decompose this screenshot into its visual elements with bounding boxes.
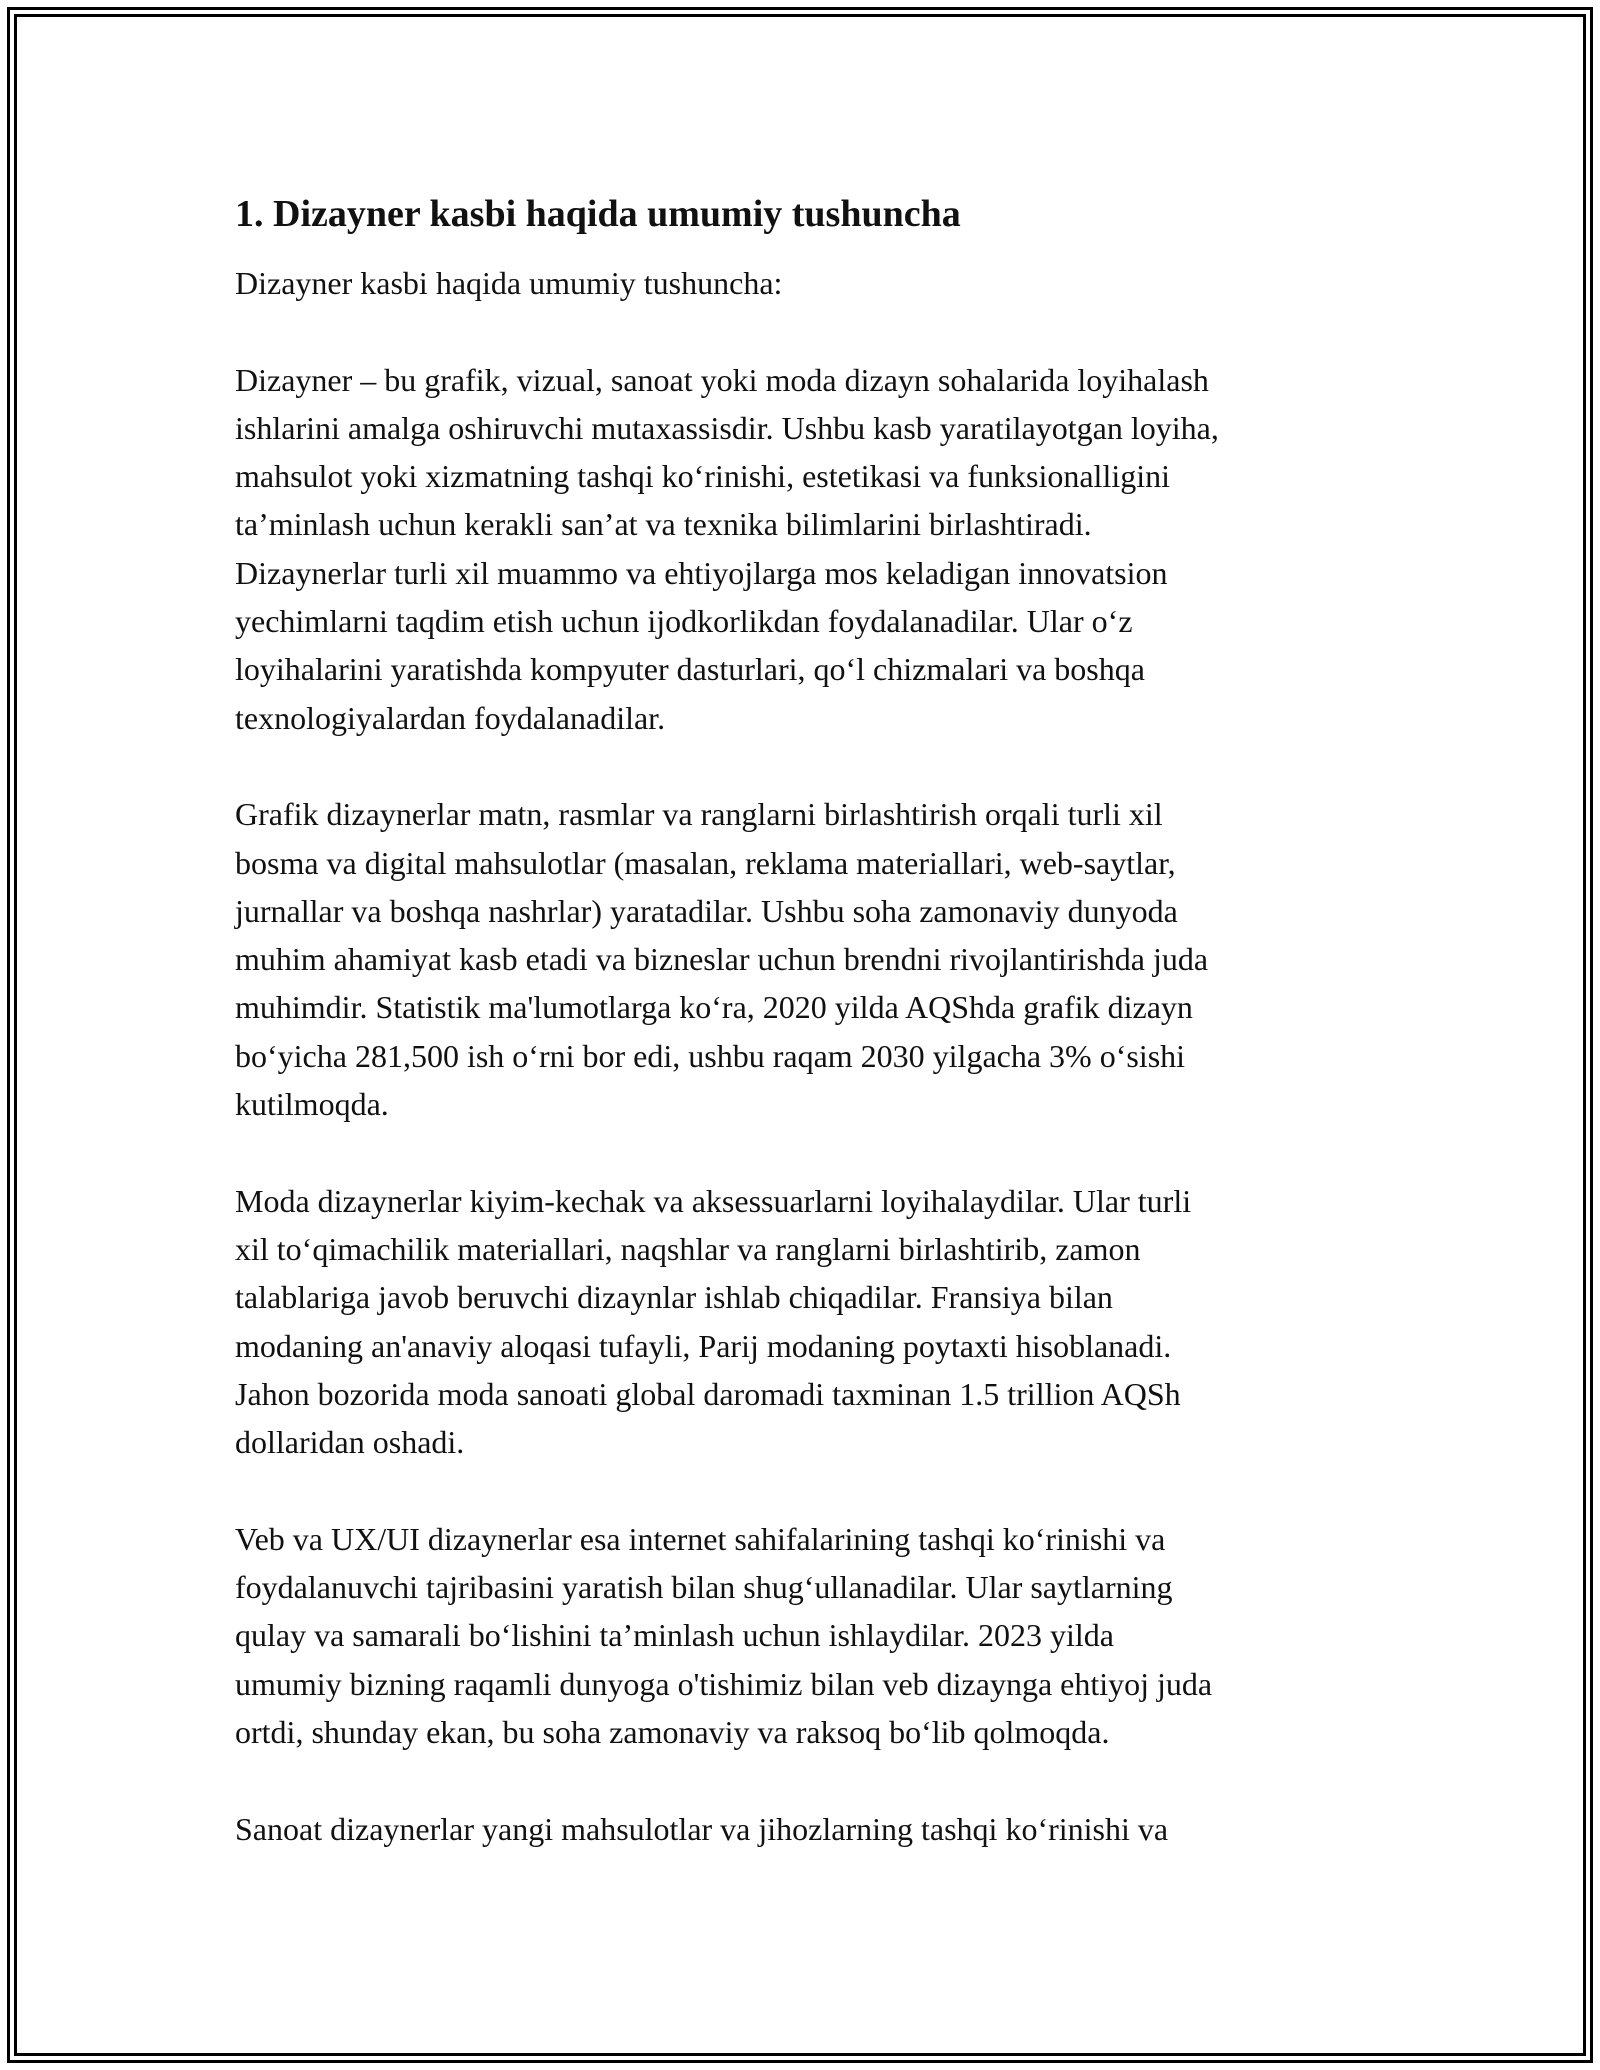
- text-line: qulay va samarali boʻlishini taʼminlash uchun ishlaydilar. 2023 yilda: [235, 1617, 1114, 1654]
- section-heading: 1. Dizayner kasbi haqida umumiy tushuncha: [235, 193, 961, 235]
- text-line: foydalanuvchi tajribasini yaratish bilan shugʻullanadilar. Ular saytlarning: [235, 1569, 1173, 1606]
- paragraph-web-ux-designers: [235, 1515, 1385, 1756]
- paragraph-graphic-designers: [235, 790, 1385, 1128]
- text-line: bosma va digital mahsulotlar (masalan, reklama materiallari, web-saytlar,: [235, 844, 1176, 881]
- text-line: Dizayner – bu grafik, vizual, sanoat yoki moda dizayn sohalarida loyihalash: [235, 361, 1209, 398]
- text-line: Veb va UX/UI dizaynerlar esa internet sahifalarining tashqi koʻrinishi va: [235, 1520, 1166, 1557]
- text-line: talablariga javob beruvchi dizaynlar ishlab chiqadilar. Fransiya bilan: [235, 1279, 1113, 1316]
- text-line: ortdi, shunday ekan, bu soha zamonaviy va raksoq boʻlib qolmoqda.: [235, 1713, 1110, 1750]
- paragraph-fashion-designers: [235, 1177, 1385, 1467]
- text-line: texnologiyalardan foydalanadilar.: [235, 699, 666, 736]
- text-line: yechimlarni taqdim etish uchun ijodkorlikdan foydalanadilar. Ular oʻz: [235, 603, 1133, 640]
- text-line: modaning an'anaviy aloqasi tufayli, Parij modaning poytaxti hisoblanadi.: [235, 1327, 1172, 1364]
- text-line: Dizayner kasbi haqida umumiy tushuncha:: [235, 265, 783, 301]
- text-line: xil toʻqimachilik materiallari, naqshlar va ranglarni birlashtirib, zamon: [235, 1230, 1141, 1267]
- text-line: Jahon bozorida moda sanoati global daromadi taxminan 1.5 trillion AQSh: [235, 1375, 1181, 1412]
- text-line: mahsulot yoki xizmatning tashqi koʻrinishi, estetikasi va funksionalligini: [235, 458, 1170, 495]
- text-line: taʼminlash uchun kerakli sanʼat va texnika bilimlarini birlashtiradi.: [235, 506, 1092, 543]
- text-line: ishlarini amalga oshiruvchi mutaxassisdir. Ushbu kasb yaratilayotgan loyiha,: [235, 409, 1219, 446]
- text-line: umumiy bizning raqamli dunyoga o'tishimiz bilan veb dizaynga ehtiyoj juda: [235, 1665, 1213, 1702]
- text-line: Moda dizaynerlar kiyim-kechak va aksessuarlarni loyihalaydilar. Ular turli: [235, 1182, 1192, 1219]
- text-line: muhim ahamiyat kasb etadi va bizneslar uchun brendni rivojlantirishda juda: [235, 941, 1209, 978]
- paragraph-intro: [235, 259, 1385, 307]
- text-line: boʻyicha 281,500 ish oʻrni bor edi, ushbu raqam 2030 yilgacha 3% oʻsishi: [235, 1037, 1186, 1074]
- paragraph-industrial-designers: [235, 1805, 1385, 1853]
- text-line: Sanoat dizaynerlar yangi mahsulotlar va jihozlarning tashqi koʻrinishi va: [235, 1810, 1169, 1847]
- text-line: Dizaynerlar turli xil muammo va ehtiyojlarga mos keladigan innovatsion: [235, 554, 1168, 591]
- text-line: Grafik dizaynerlar matn, rasmlar va ranglarni birlashtirish orqali turli xil: [235, 796, 1163, 833]
- text-line: dollaridan oshadi.: [235, 1424, 465, 1461]
- text-line: jurnallar va boshqa nashrlar) yaratadilar. Ushbu soha zamonaviy dunyoda: [235, 892, 1178, 929]
- document-body: [235, 190, 1385, 1901]
- paragraph-designer-definition: [235, 356, 1385, 742]
- text-line: muhimdir. Statistik ma'lumotlarga koʻra, 2020 yilda AQShda grafik dizayn: [235, 989, 1193, 1026]
- text-line: loyihalarini yaratishda kompyuter dasturlari, qoʻl chizmalari va boshqa: [235, 651, 1145, 688]
- text-line: kutilmoqda.: [235, 1086, 389, 1123]
